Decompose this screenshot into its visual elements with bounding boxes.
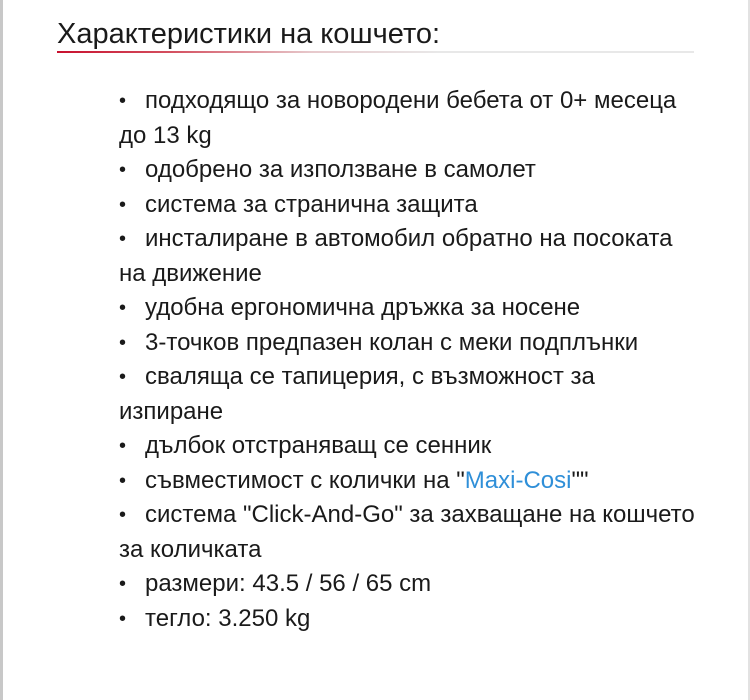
bullet-icon: • <box>119 297 127 319</box>
feature-item <box>119 326 699 361</box>
feature-text-prefix: съвместимост с колички на " <box>145 466 465 494</box>
feature-item <box>119 291 699 326</box>
feature-item <box>119 498 699 567</box>
features-list <box>119 84 699 636</box>
feature-item <box>119 188 699 223</box>
feature-item <box>119 429 699 464</box>
bullet-icon: • <box>119 504 127 526</box>
feature-text: удобна ергономична дръжка за носене <box>145 294 581 321</box>
feature-text: 3-точков предпазен колан с меки подплънки <box>145 328 639 356</box>
feature-item <box>119 222 699 291</box>
feature-text: система "Click-And-Go" за захващане на кошчето за количката <box>119 501 695 563</box>
feature-text: система за странична защита <box>145 190 478 218</box>
feature-item <box>119 464 699 499</box>
left-border <box>0 0 3 700</box>
maxi-cosi-link[interactable]: Maxi-Cosi <box>464 466 572 494</box>
section-title: Характеристики на кошчето: <box>57 18 441 50</box>
bullet-icon: • <box>119 435 127 457</box>
feature-text: тегло: 3.250 kg <box>145 604 311 632</box>
bullet-icon: • <box>119 331 127 354</box>
feature-text: дълбок отстраняващ се сенник <box>145 432 492 459</box>
bullet-icon: • <box>119 573 127 595</box>
feature-text: сваляща се тапицерия, с възможност за изпиране <box>119 363 595 425</box>
bullet-icon: • <box>119 193 127 216</box>
bullet-icon: • <box>119 607 127 630</box>
feature-text: подходящо за новородени бебета от 0+ месеца до 13 kg <box>119 87 677 149</box>
feature-text: одобрено за използване в самолет <box>145 156 536 183</box>
feature-text-suffix: "" <box>571 466 589 494</box>
bullet-icon: • <box>119 366 127 388</box>
feature-item <box>119 567 699 602</box>
feature-text: инсталиране в автомобил обратно на посоката на движение <box>119 225 673 287</box>
title-underline <box>57 51 694 53</box>
bullet-icon: • <box>119 469 127 492</box>
feature-item <box>119 84 699 153</box>
feature-item <box>119 360 699 429</box>
feature-item <box>119 602 699 637</box>
feature-text: размери: 43.5 / 56 / 65 cm <box>145 570 432 597</box>
bullet-icon: • <box>119 90 127 112</box>
feature-item <box>119 153 699 188</box>
bullet-icon: • <box>119 159 127 181</box>
bullet-icon: • <box>119 228 127 250</box>
